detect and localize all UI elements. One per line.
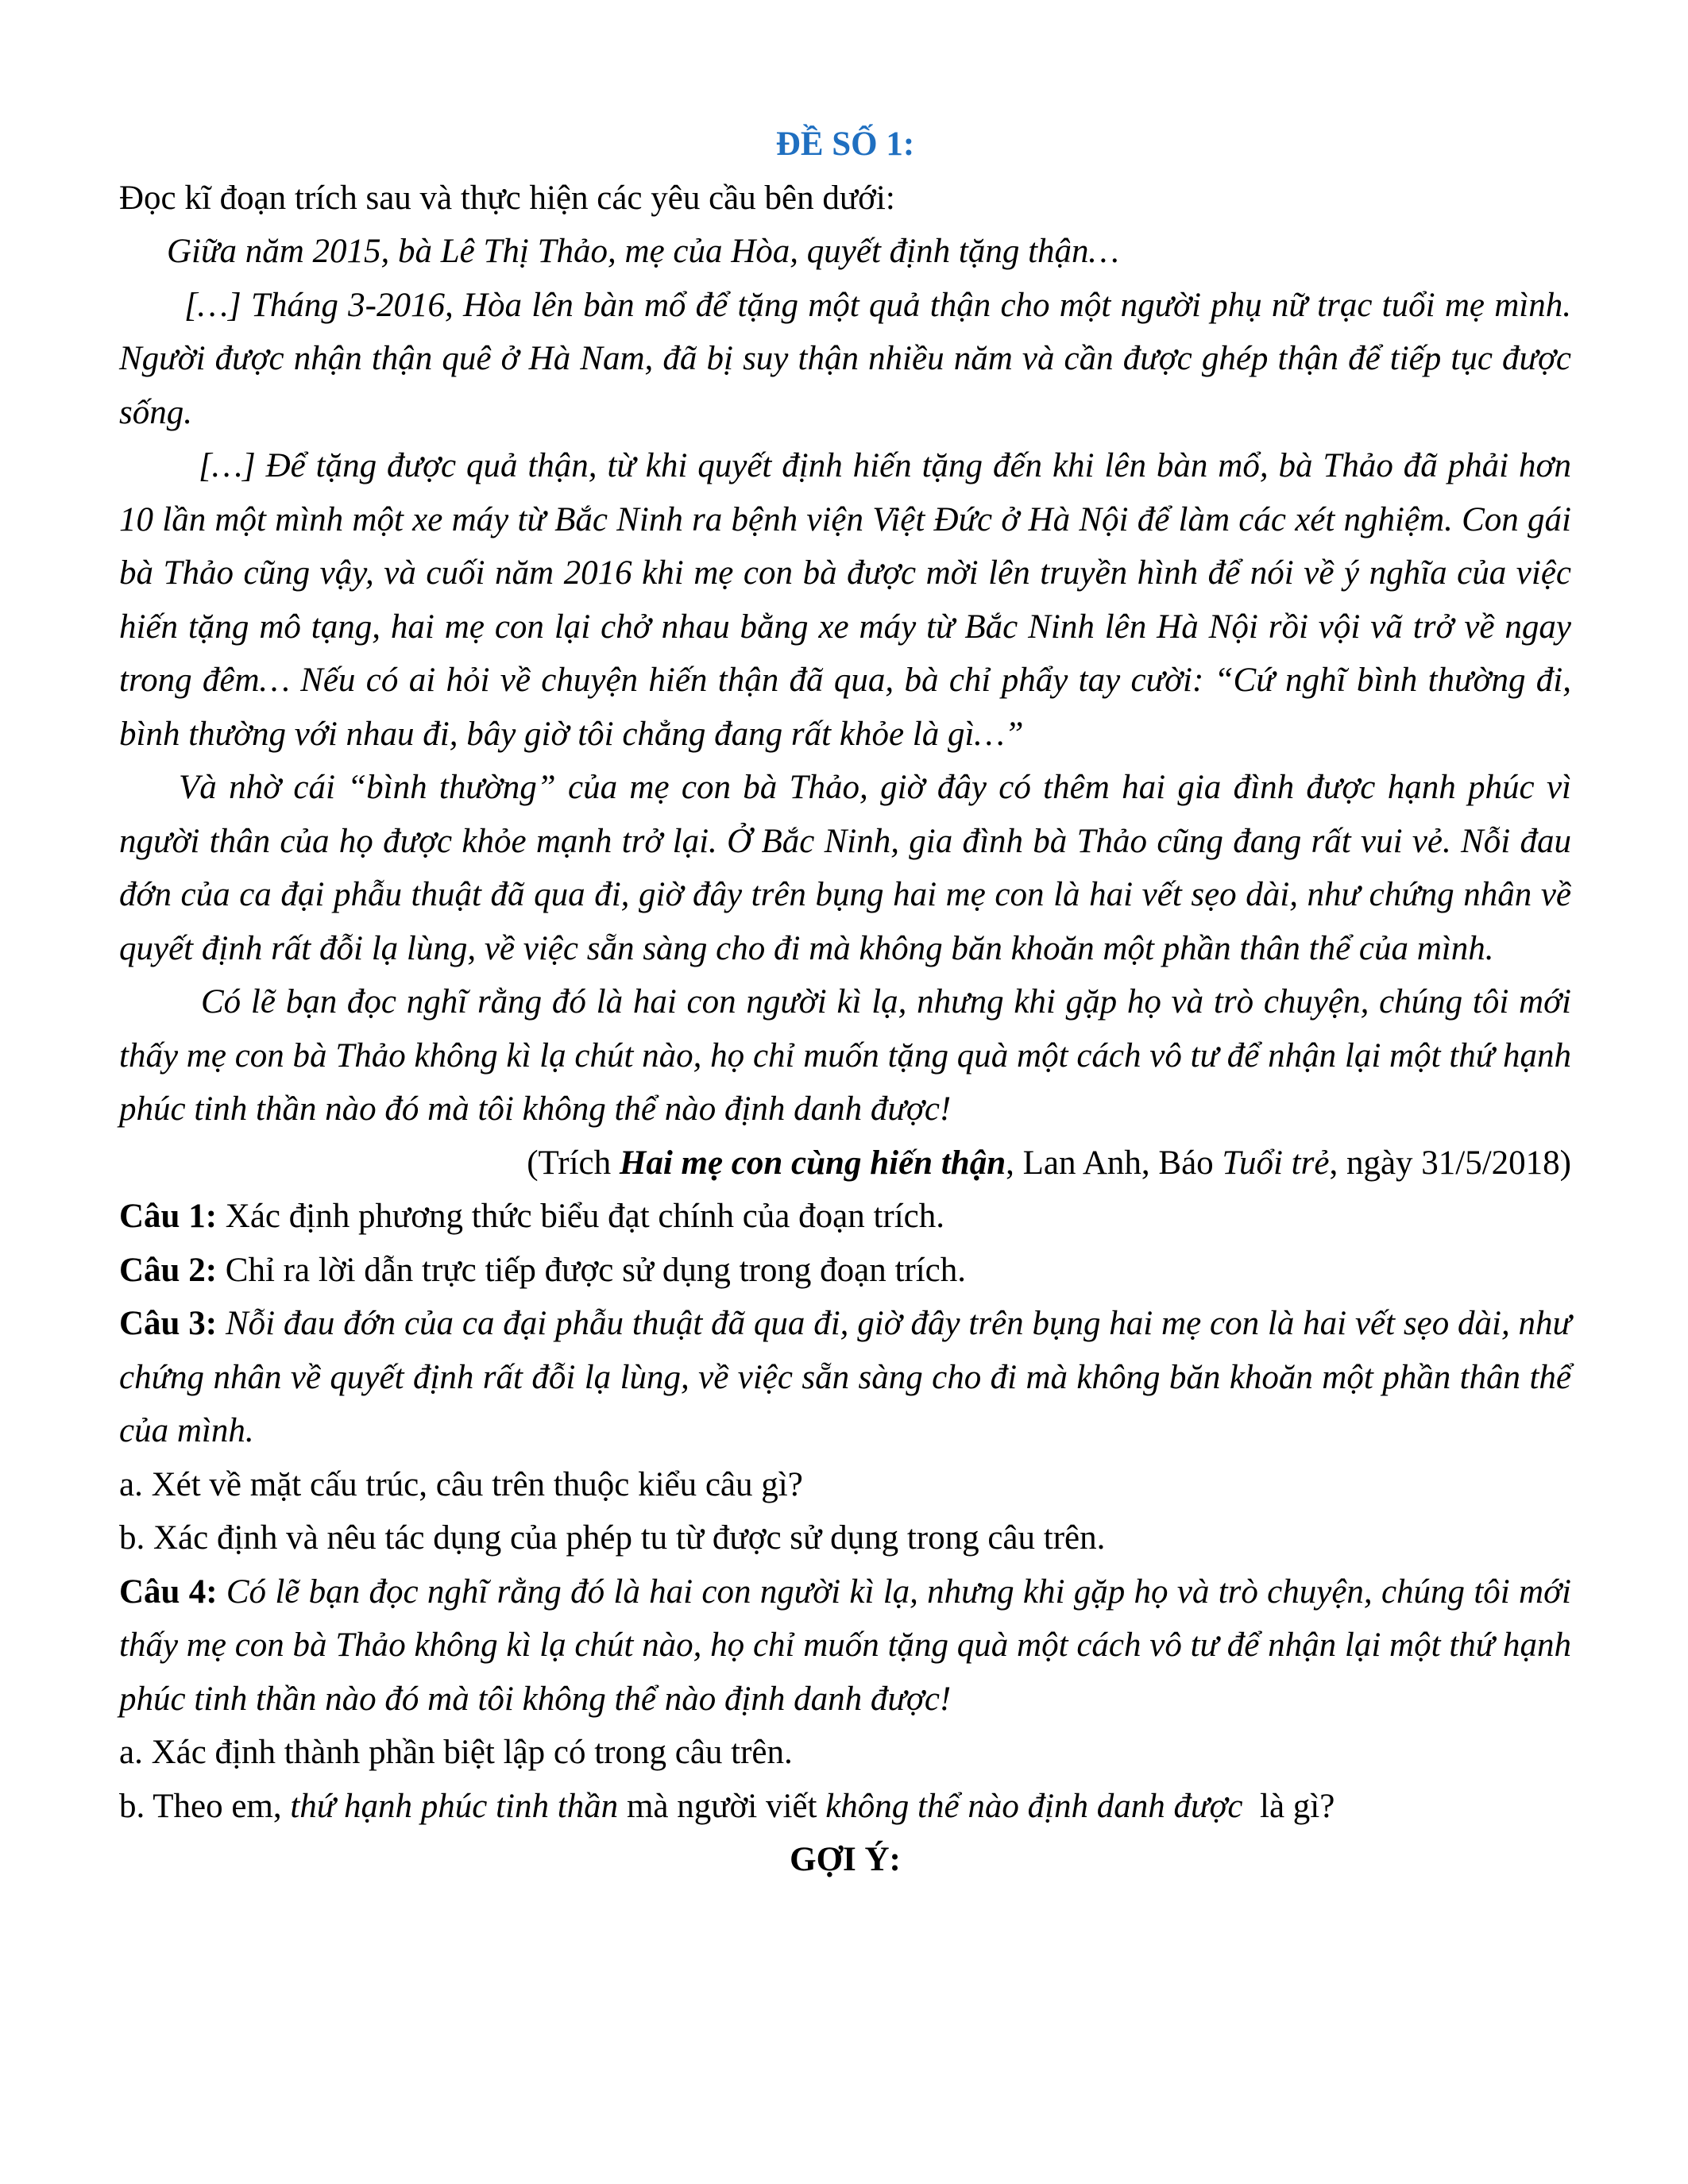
question-4-part-b xyxy=(119,1780,1571,1834)
source-work-title: Hai mẹ con cùng hiến thận xyxy=(619,1144,1006,1182)
question-4-quote: Có lẽ bạn đọc nghĩ rằng đó là hai con người kì lạ, nhưng khi gặp họ và trò chuyện, chúng tôi mới thấy mẹ con bà Thảo không kì lạ chút nào, họ chỉ muốn tặng quà một cách vô tư để nhận lại một thứ hạnh phúc tinh thần nào đó mà tôi không thể nào định danh được! xyxy=(119,1572,1571,1718)
question-4-b-prefix: b. Theo em, xyxy=(119,1787,291,1825)
page-title: ĐỀ SỐ 1: xyxy=(775,125,915,163)
question-4-part-a: a. Xác định thành phần biệt lập có trong câu trên. xyxy=(119,1734,793,1771)
source-suffix: , ngày 31/5/2018) xyxy=(1329,1144,1571,1182)
question-3-part-a: a. Xét về mặt cấu trúc, câu trên thuộc kiểu câu gì? xyxy=(119,1465,803,1503)
source-mid: , Lan Anh, Báo xyxy=(1006,1144,1223,1182)
question-4-b-phrase-1: thứ hạnh phúc tinh thần xyxy=(290,1787,619,1825)
source-citation xyxy=(119,1136,1571,1190)
question-1-text: Xác định phương thức biểu đạt chính của đoạn trích. xyxy=(217,1198,945,1235)
question-1-label: Câu 1: xyxy=(119,1198,218,1235)
passage-paragraph-2: […] Tháng 3-2016, Hòa lên bàn mổ để tặng một quả thận cho một người phụ nữ trạc tuổi mẹ mình. Người được nhận thận quê ở Hà Nam, đã bị suy thận nhiều năm và cần được ghép thận để tiếp tục được sống. xyxy=(119,286,1571,431)
question-3-label: Câu 3: xyxy=(119,1305,218,1342)
source-prefix: (Trích xyxy=(527,1144,620,1182)
passage-paragraph-4: Và nhờ cái “bình thường” của mẹ con bà Thảo, giờ đây có thêm hai gia đình được hạnh phúc vì người thân của họ được khỏe mạnh trở lại. Ở Bắc Ninh, gia đình bà Thảo cũng đang rất vui vẻ. Nỗi đau đớn của ca đại phẫu thuật đã qua đi, giờ đây trên bụng hai mẹ con là hai vết sẹo dài, như chứng nhân về quyết định rất đỗi lạ lùng, về việc sẵn sàng cho đi mà không băn khoăn một phần thân thể của mình. xyxy=(119,769,1571,967)
document-page xyxy=(119,118,1571,1887)
question-3 xyxy=(119,1297,1571,1458)
question-2-label: Câu 2: xyxy=(119,1251,218,1289)
question-4-b-suffix: là gì? xyxy=(1242,1787,1335,1825)
question-2 xyxy=(119,1244,1571,1298)
passage-paragraph-3: […] Để tặng được quả thận, từ khi quyết định hiến tặng đến khi lên bàn mổ, bà Thảo đã phải hơn 10 lần một mình một xe máy từ Bắc Ninh ra bệnh viện Việt Đức ở Hà Nội để làm các xét nghiệm. Con gái bà Thảo cũng vậy, và cuối năm 2016 khi mẹ con bà được mời lên truyền hình để nói về ý nghĩa của việc hiến tặng mô tạng, hai mẹ con lại chở nhau bằng xe máy từ Bắc Ninh lên Hà Nội rồi vội vã trở về ngay trong đêm… Nếu có ai hỏi về chuyện hiến thận đã qua, bà chỉ phẩy tay cười: “Cứ nghĩ bình thường đi, bình thường với nhau đi, bây giờ tôi chẳng đang rất khỏe là gì…” xyxy=(119,447,1571,753)
instruction: Đọc kĩ đoạn trích sau và thực hiện các yêu cầu bên dưới: xyxy=(119,179,895,217)
question-2-text: Chỉ ra lời dẫn trực tiếp được sử dụng trong đoạn trích. xyxy=(217,1251,967,1289)
source-paper: Tuổi trẻ xyxy=(1222,1144,1330,1182)
hint-heading: GỢI Ý: xyxy=(790,1841,901,1878)
passage-paragraph-5: Có lẽ bạn đọc nghĩ rằng đó là hai con người kì lạ, nhưng khi gặp họ và trò chuyện, chúng tôi mới thấy mẹ con bà Thảo không kì lạ chút nào, họ chỉ muốn tặng quà một cách vô tư để nhận lại một thứ hạnh phúc tinh thần nào đó mà tôi không thể nào định danh được! xyxy=(119,983,1571,1128)
question-4-label: Câu 4: xyxy=(119,1572,218,1611)
question-4-b-mid: mà người viết xyxy=(618,1787,826,1825)
passage-paragraph-1: Giữa năm 2015, bà Lê Thị Thảo, mẹ của Hòa, quyết định tặng thận… xyxy=(167,233,1119,270)
question-3-part-b: b. Xác định và nêu tác dụng của phép tu từ được sử dụng trong câu trên. xyxy=(119,1519,1106,1557)
question-1 xyxy=(119,1190,1571,1244)
question-4-b-phrase-2: không thể nào định danh được xyxy=(825,1787,1243,1825)
question-4 xyxy=(119,1565,1571,1727)
question-3-quote: Nỗi đau đớn của ca đại phẫu thuật đã qua đi, giờ đây trên bụng hai mẹ con là hai vết sẹo dài, như chứng nhân về quyết định rất đỗi lạ lùng, về việc sẵn sàng cho đi mà không băn khoăn một phần thân thể của mình. xyxy=(119,1305,1571,1449)
